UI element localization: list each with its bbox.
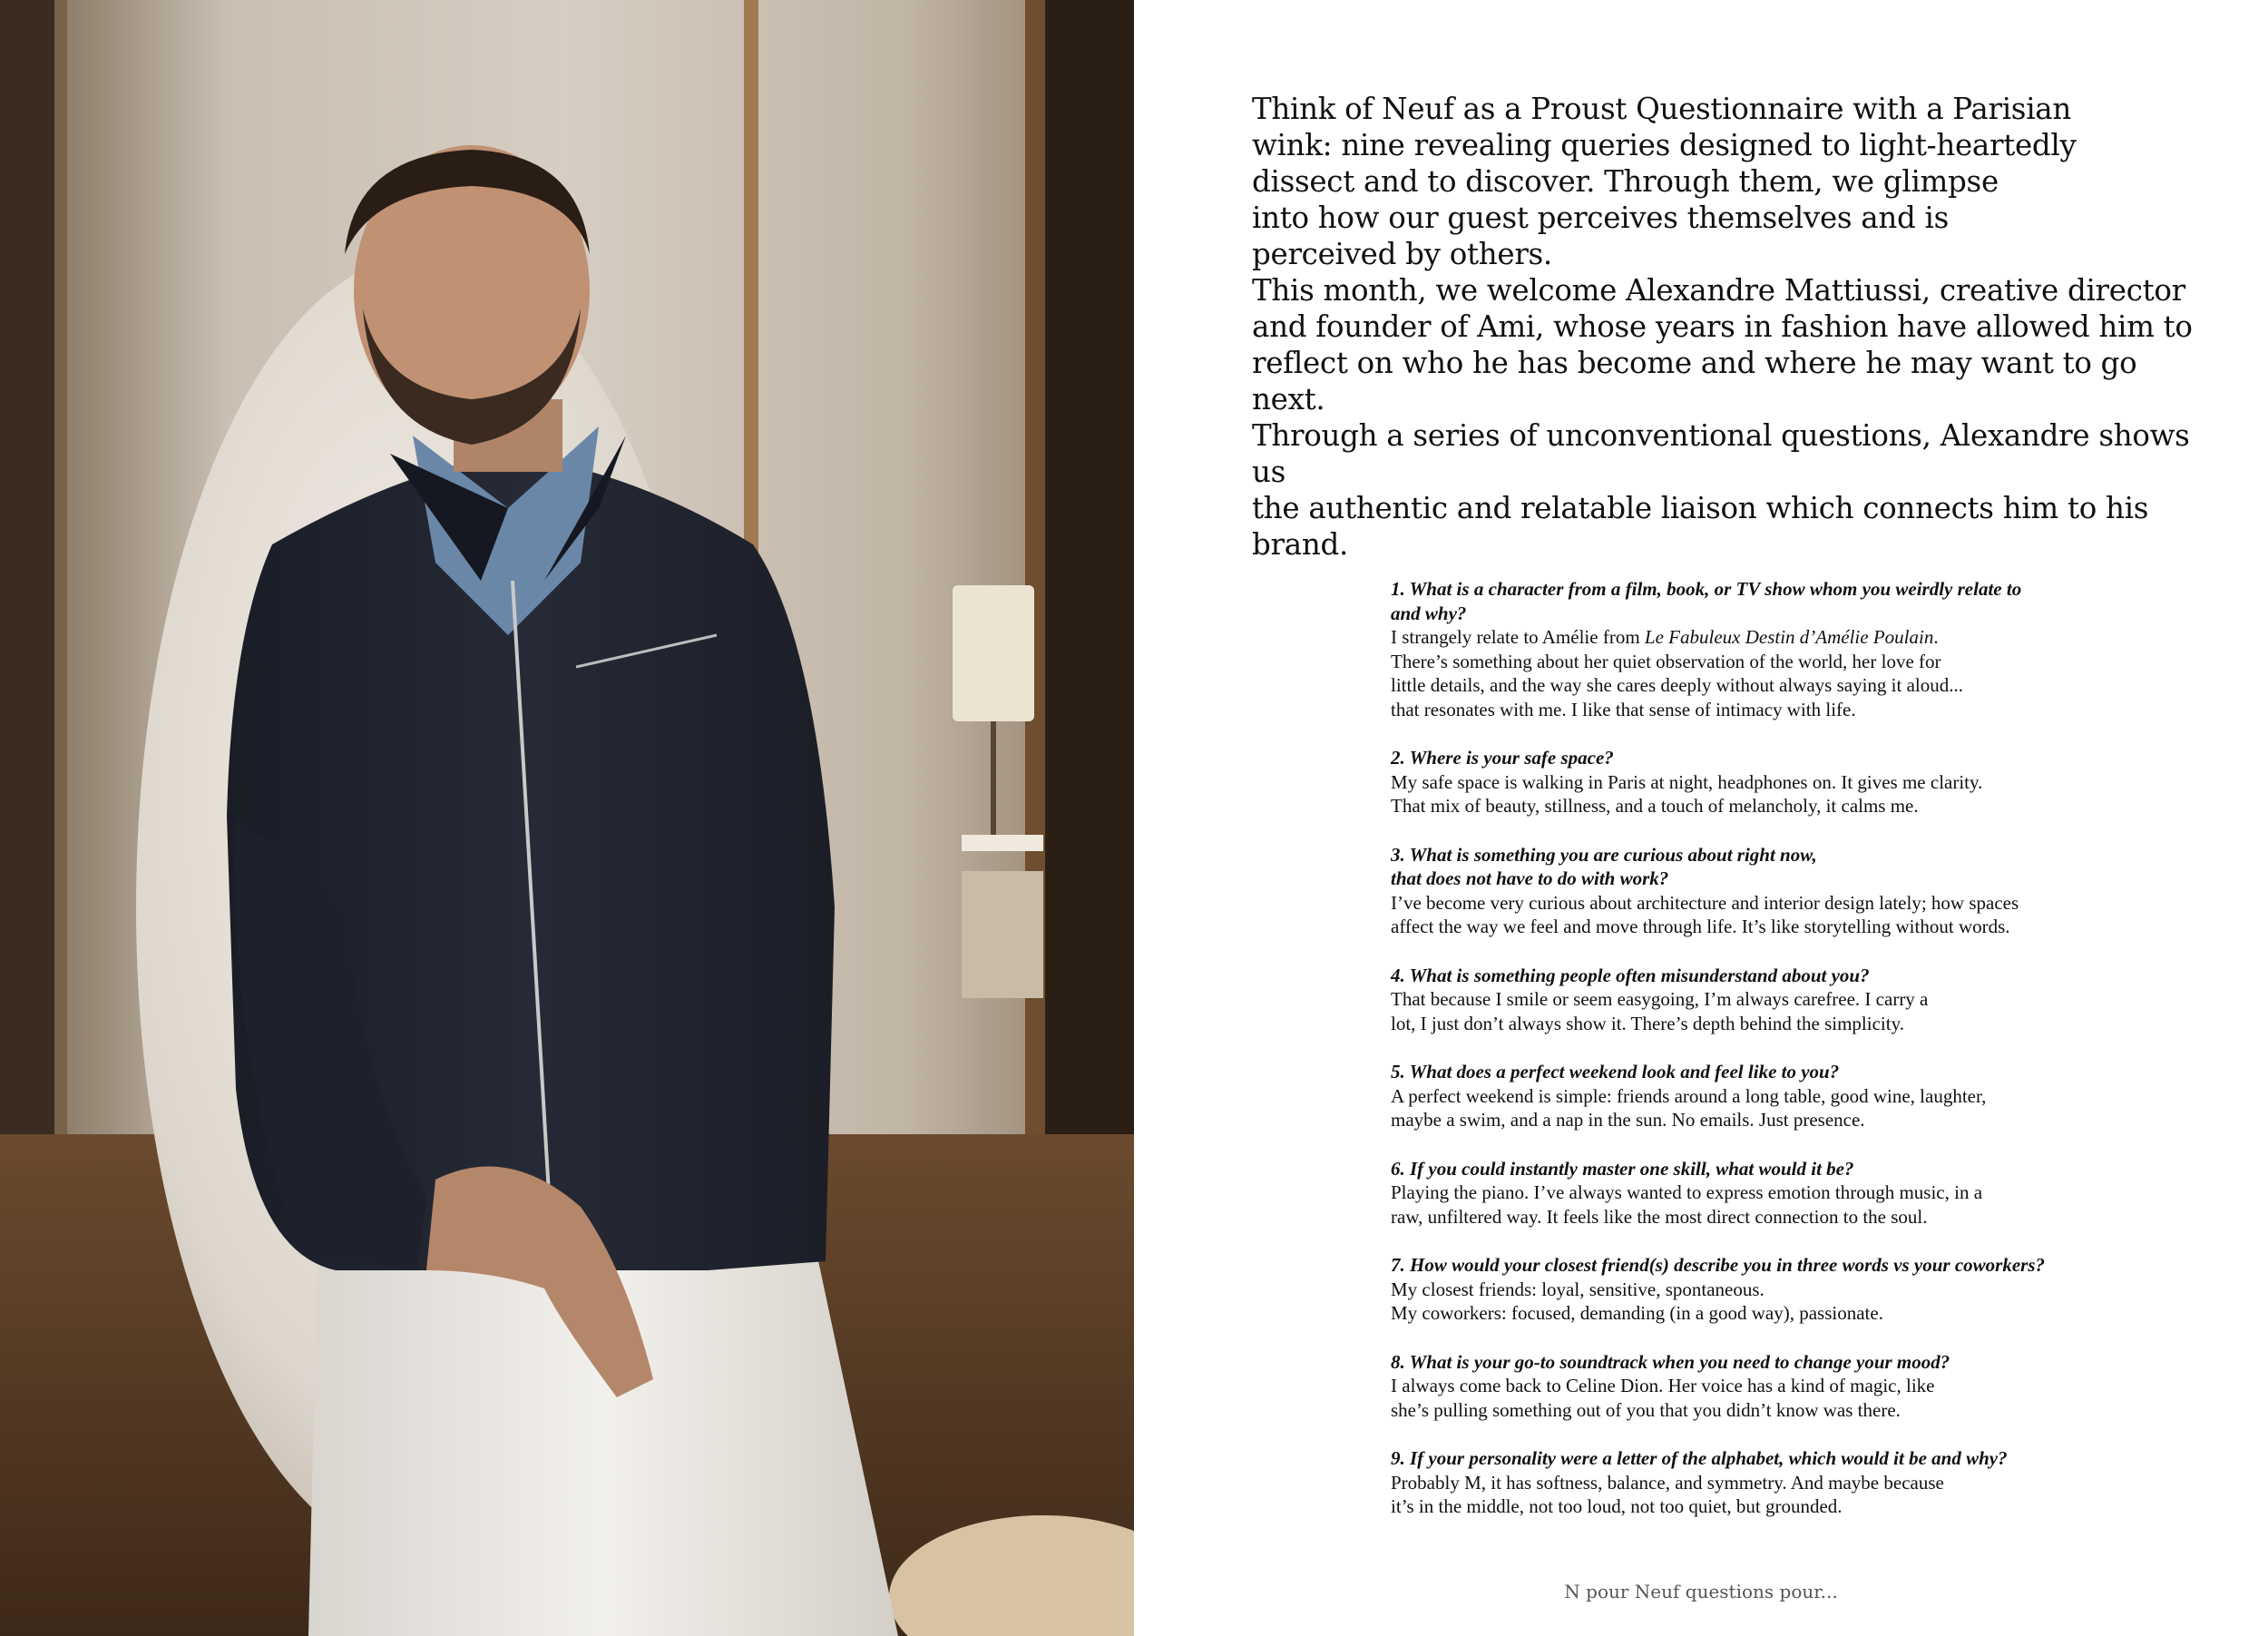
qa-item-2 — [1391, 746, 2189, 818]
answer-9: Probably M, it has softness, balance, and symmetry. And maybe because it’s in the middle, not too loud, not too quiet, but grounded. — [1391, 1471, 1944, 1517]
qa-item-5 — [1391, 1060, 2189, 1132]
answer-5: A perfect weekend is simple: friends around a long table, good wine, laughter, maybe a swim, and a nap in the sun. No emails. Just presence. — [1391, 1084, 1987, 1131]
qa-item-6 — [1391, 1157, 2189, 1229]
question-7: 7. How would your closest friend(s) describe you in three words vs your coworkers? — [1391, 1254, 2046, 1276]
answer-3: I’ve become very curious about architecture and interior design lately; how spaces affect the way we feel and move through life. It’s like storytelling without words. — [1391, 891, 2019, 937]
text-page — [1134, 0, 2268, 1636]
question-4: 4. What is something people often misunderstand about you? — [1391, 964, 1870, 986]
question-8: 8. What is your go-to soundtrack when you need to change your mood? — [1391, 1350, 1950, 1373]
question-2: 2. Where is your safe space? — [1391, 747, 1614, 769]
qa-item-9 — [1391, 1446, 2189, 1519]
answer-1 — [1391, 625, 2189, 721]
answer-2: My safe space is walking in Paris at night, headphones on. It gives me clarity. That mix of beauty, stillness, and a touch of melancholy, it calms me. — [1391, 770, 1983, 817]
qa-item-7 — [1391, 1253, 2189, 1326]
answer-4: That because I smile or seem easygoing, I’m always carefree. I carry a lot, I just don’t always show it. There’s depth behind the simplicity. — [1391, 988, 1929, 1034]
answer-1-part-b: . There’s something about her quiet observation of the world, her love for little details, and the way she cares deeply without always saying it aloud... that resonates with me. I like that sense of intimacy with life. — [1391, 626, 1964, 720]
qa-item-3 — [1391, 843, 2189, 939]
question-1: 1. What is a character from a film, book, or TV show whom you weirdly relate to and why? — [1391, 578, 2022, 624]
question-5: 5. What does a perfect weekend look and feel like to you? — [1391, 1061, 1840, 1083]
page-footer: N pour Neuf questions pour... — [1564, 1581, 1838, 1602]
qa-item-1 — [1391, 577, 2189, 721]
answer-6: Playing the piano. I’ve always wanted to express emotion through music, in a raw, unfiltered way. It feels like the most direct connection to the soul. — [1391, 1181, 1983, 1228]
question-9: 9. If your personality were a letter of the alphabet, which would it be and why? — [1391, 1447, 2008, 1469]
qa-item-4 — [1391, 964, 2189, 1036]
question-6: 6. If you could instantly master one skill, what would it be? — [1391, 1157, 1854, 1180]
qa-item-8 — [1391, 1350, 2189, 1423]
answer-8: I always come back to Celine Dion. Her voice has a kind of magic, like she’s pulling something out of you that you didn’t know was there. — [1391, 1375, 1935, 1421]
answer-1-part-a: I strangely relate to Amélie from — [1391, 626, 1645, 648]
questionnaire-list — [1391, 577, 2189, 1543]
intro-paragraph: Think of Neuf as a Proust Questionnaire with a Parisian wink: nine revealing queries designed to light-heartedly dissect and to discover. Through them, we glimpse into how our guest perceives themselves and is perceived by others. This month, we welcome Alexandre Mattiussi, creative director and founder of Ami, whose years in fashion have allowed him to reflect on who he has become and where he may want to go next. Through a series of unconventional questions, Alexandre shows us the authentic and relatable liaison which connects him to his brand. — [1252, 92, 2193, 562]
answer-1-film-title: Le Fabuleux Destin d’Amélie Poulain — [1644, 626, 1934, 648]
question-3: 3. What is something you are curious about right now, that does not have to do with work? — [1391, 843, 1817, 889]
answer-7: My closest friends: loyal, sensitive, spontaneous. My coworkers: focused, demanding (in a good way), passionate. — [1391, 1278, 1883, 1324]
